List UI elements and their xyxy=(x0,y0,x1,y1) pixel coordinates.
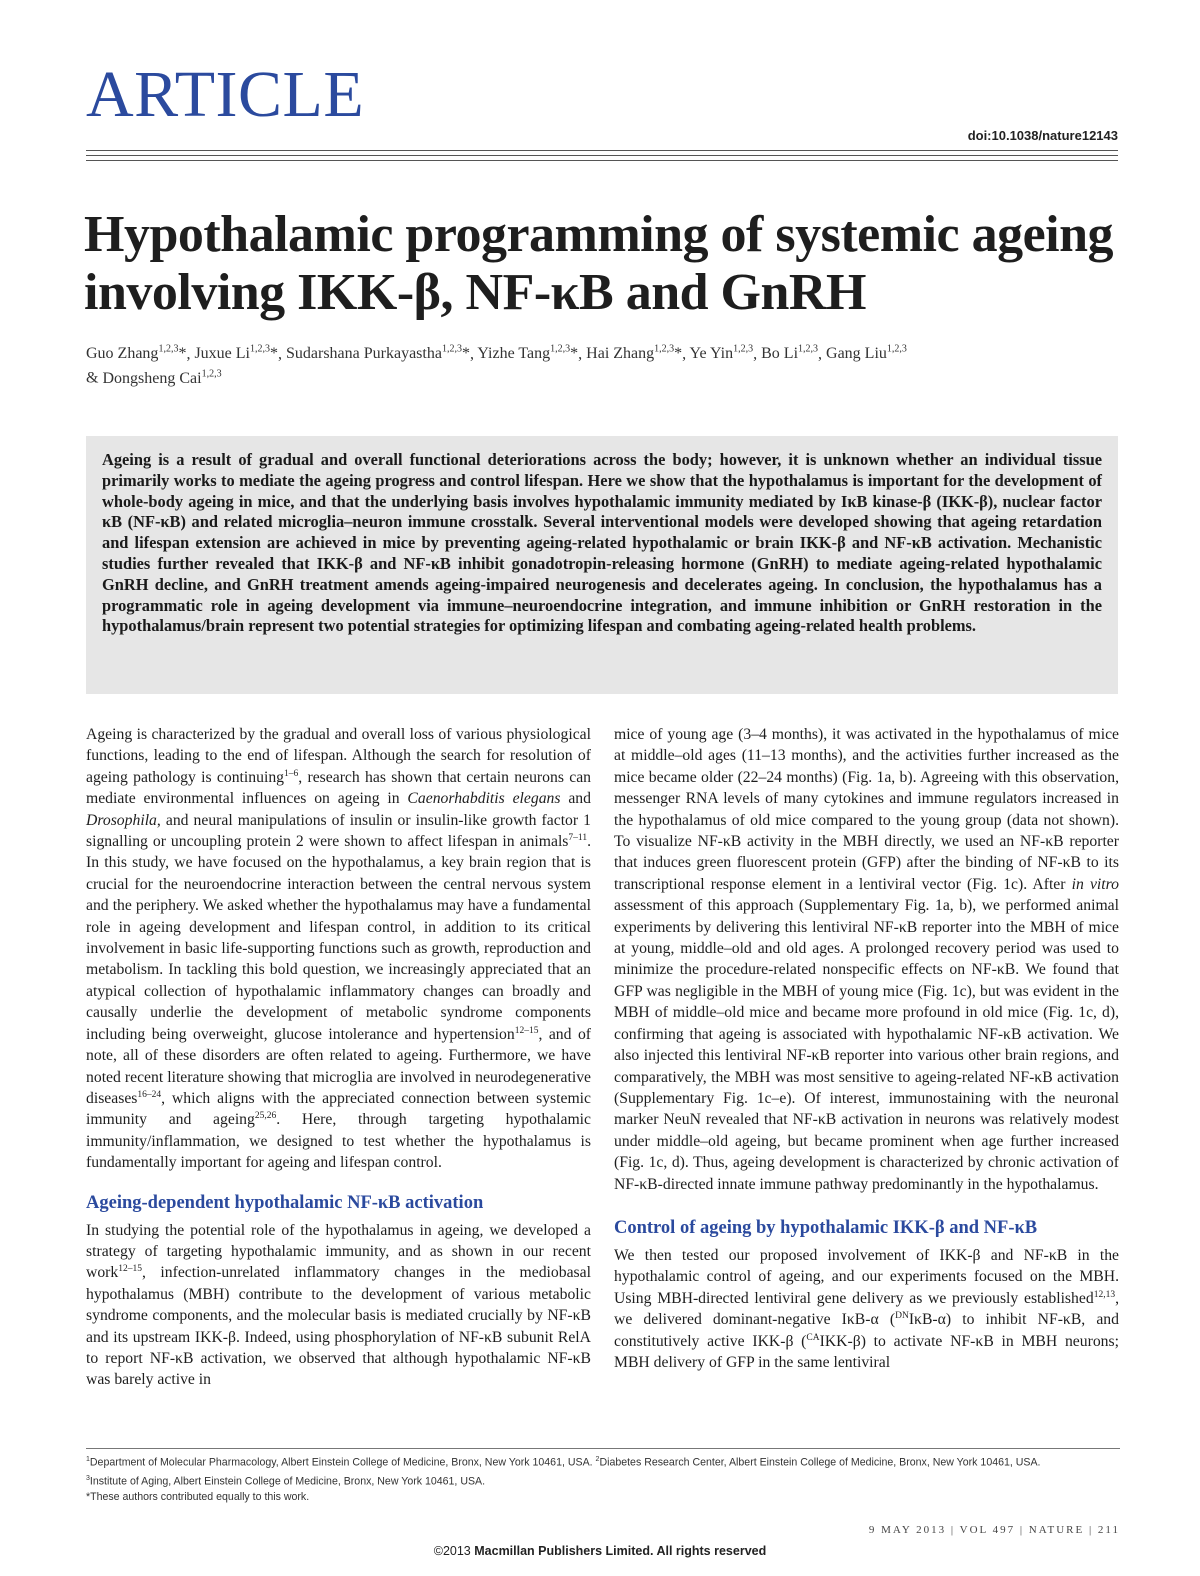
citation-ref: 1–6 xyxy=(284,768,299,779)
copyright-notice: ©2013 Macmillan Publishers Limited. All rights reserved xyxy=(433,1544,767,1558)
author: Bo Li$^{1,2,3}$ xyxy=(761,344,819,363)
citation-ref: 12–15 xyxy=(118,1264,142,1275)
author: Sudarshana Purkayastha$^{1,2,3}$* xyxy=(285,344,470,363)
abstract-text: Ageing is a result of gradual and overall functional deteriorations across the body; however, it is unknown whether an individual tissue primarily works to mediate the ageing progress and control lifespan. Here we show that the hypothalamus is important for the development of whole-body ageing in mice, and that the underlying basis involves hypothalamic immunity mediated by IκB kinase-β (IKK-β), nuclear factor κB (NF-κB) and related microglia–neuron immune crosstalk. Several interventional models were developed showing that ageing retardation and lifespan extension are achieved in mice by preventing ageing-related hypothalamic or brain IKK-β and NF-κB activation. Mechanistic studies further revealed that IKK-β and NF-κB inhibit gonadotropin-releasing hormone (GnRH) to mediate ageing-related hypothalamic GnRH decline, and GnRH treatment amends ageing-impaired neurogenesis and decelerates ageing. In conclusion, the hypothalamus has a programmatic role in ageing development via immune–neuroendocrine integration, and immune inhibition or GnRH restoration in the hypothalamus/brain represent two potential strategies for optimizing lifespan and combating ageing-related health problems. xyxy=(102,450,1102,636)
author: Ye Yin$^{1,2,3}$ xyxy=(689,344,754,363)
intro-paragraph: Ageing is characterized by the gradual and overall loss of various physiological functions, leading to the end of lifespan. Although the search for resolution of ageing pathology is continuing$^{1-6}$, research has shown that certain neurons can mediate environmental influences on ageing in Caenorhabditis elegans and Drosophila, and neural manipulations of insulin or insulin-like growth factor 1 signalling or uncoupling protein 2 were shown to affect lifespan in animals$^{7-11}$. In this study, we have focused on the hypothalamus, a key brain region that is crucial for the neuroendocrine interaction between the central nervous system and the periphery. We asked whether the hypothalamus may have a fundamental role in ageing development and lifespan control, in addition to its critical involvement in basic life-supporting functions such as growth, reproduction and metabolism. In tackling this bold question, we increasingly appreciated that an atypical collection of hypothalamic inflammatory changes can broadly and causally underlie the development of metabolic syndrome components including being overweight, glucose intolerance and hypertension$^{12-15}$, and of note, all of these disorders are often related to ageing. Furthermore, we have noted recent literature showing that microglia are involved in neurodegenerative diseases$^{16-24}$, which aligns with the appreciated connection between systemic immunity and ageing$^{25,26}$. Here, through targeting hypothalamic immunity/inflammation, we designed to test whether the hypothalamus is fundamentally important for ageing and lifespan control. xyxy=(86,726,592,1172)
citation-ref: 12–15 xyxy=(514,1025,539,1036)
header-rule xyxy=(86,160,1118,161)
citation-ref: 16–24 xyxy=(137,1089,162,1100)
citation-ref: 7–11 xyxy=(568,832,588,843)
author: Yizhe Tang$^{1,2,3}$* xyxy=(477,344,579,363)
affiliation-footnotes xyxy=(86,1452,1126,1505)
page-folio: 9 MAY 2013 | VOL 497 | NATURE | 211 xyxy=(868,1524,1120,1536)
section-paragraph: We then tested our proposed involvement of IKK-β and NF-κB in the hypothalamic control of ageing, and our experiments focused on the MBH. Using MBH-directed lentiviral gene delivery as we previously established$^{12,13}$, we delivered dominant-negative IκB-α ($^{DN}$IκB-α) to inhibit NF-κB, and constitutively active IKK-β ($^{CA}$IKK-β) to activate NF-κB in MBH neurons; MBH delivery of GFP in the same lentiviral xyxy=(614,1246,1119,1371)
abstract-box xyxy=(86,436,1118,694)
body-column-left xyxy=(86,724,591,1391)
journal-section-label: ARTICLE xyxy=(86,58,365,131)
author-list: Guo Zhang$^{1,2,3}$*, Juxue Li$^{1,2,3}$*, Sudarshana Purkayastha$^{1,2,3}$*, Yizhe Tang$^{1,2,3}$*, Hai Zhang$^{1,2,3}$*, Ye Yin$^{1,2,3}$, Bo Li$^{1,2,3}$, Gang Liu$^{1,2,3}$ & Dongsheng Cai$^{1,2,3}$ xyxy=(86,344,907,387)
section-paragraph: In studying the potential role of the hypothalamus in ageing, we developed a strategy of targeting hypothalamic immunity, and as shown in our recent work$^{12-15}$, infection-unrelated inflammatory changes in the mediobasal hypothalamus (MBH) contribute to the development of various metabolic syndrome components, and the molecular basis is mediated crucially by NF-κB and its upstream IKK-β. Indeed, using phosphorylation of NF-κB subunit RelA to report NF-κB activation, we observed that although hypothalamic NF-κB was barely active in xyxy=(86,1221,591,1389)
footnote: *These authors contributed equally to this work. xyxy=(86,1491,310,1504)
author: Hai Zhang$^{1,2,3}$* xyxy=(586,344,683,363)
doi-label: doi:10.1038/nature12143 xyxy=(967,128,1118,143)
author: Gang Liu$^{1,2,3}$ xyxy=(826,344,907,363)
article-title: Hypothalamic programming of systemic ageing involving IKK-β, NF-κB and GnRH xyxy=(84,206,1114,321)
footnote: $^1$Department of Molecular Pharmacology, Albert Einstein College of Medicine, Bronx, New York 10461, USA. $^2$Diabetes Research Center, Albert Einstein College of Medicine, Bronx, New York 10461, USA. xyxy=(86,1456,1041,1469)
body-column-right xyxy=(614,724,1119,1373)
section-paragraph: mice of young age (3–4 months), it was activated in the hypothalamus of mice at middle–old ages (11–13 months), and the activities further increased as the mice became older (22–24 months) (Fig. 1a, b). Agreeing with this observation, messenger RNA levels of many cytokines and immune regulators increased in the hypothalamus of old mice compared to the young group (data not shown). To visualize NF-κB activity in the MBH directly, we used an NF-κB reporter that induces green fluorescent protein (GFP) after the binding of NF-κB to its transcriptional response element in a lentiviral vector (Fig. 1c). After in vitro assessment of this approach (Supplementary Fig. 1a, b), we performed animal experiments by delivering this lentiviral NF-κB reporter into the MBH of mice at young, middle–old and old ages. A prolonged recovery period was used to minimize the procedure-related nonspecific effects on NF-κB. We found that GFP was negligible in the MBH of young mice (Fig. 1c), but was evident in the MBH of middle–old mice and became more profound in old mice (Fig. 1c, d), confirming that ageing is associated with hypothalamic NF-κB activation. We also injected this lentiviral NF-κB reporter into various other brain regions, and comparatively, the MBH was most sensitive to ageing-related NF-κB activation (Supplementary Fig. 1c–e). Of interest, immunostaining with the neuronal marker NeuN revealed that NF-κB activation in neurons was relatively modest under middle–old ageing, but became prominent when age further increased (Fig. 1c, d). Thus, ageing development is characterized by chronic activation of NF-κB-directed innate immune pathway predominantly in the hypothalamus. xyxy=(614,726,1119,1193)
author: Guo Zhang$^{1,2,3}$* xyxy=(86,344,187,363)
citation-ref: 12,13 xyxy=(1093,1289,1116,1300)
section-heading: Control of ageing by hypothalamic IKK-β and NF-κB xyxy=(614,1217,1038,1238)
author: Dongsheng Cai$^{1,2,3}$ xyxy=(102,368,222,387)
citation-ref: 25,26 xyxy=(254,1111,277,1122)
header-rule xyxy=(86,155,1118,156)
header-rule xyxy=(86,150,1118,151)
author: Juxue Li$^{1,2,3}$* xyxy=(194,344,278,363)
section-heading: Ageing-dependent hypothalamic NF-κB activation xyxy=(86,1192,484,1213)
footnote: $^3$Institute of Aging, Albert Einstein College of Medicine, Bronx, New York 10461, USA. xyxy=(86,1474,486,1488)
footnote-rule xyxy=(86,1448,1120,1449)
